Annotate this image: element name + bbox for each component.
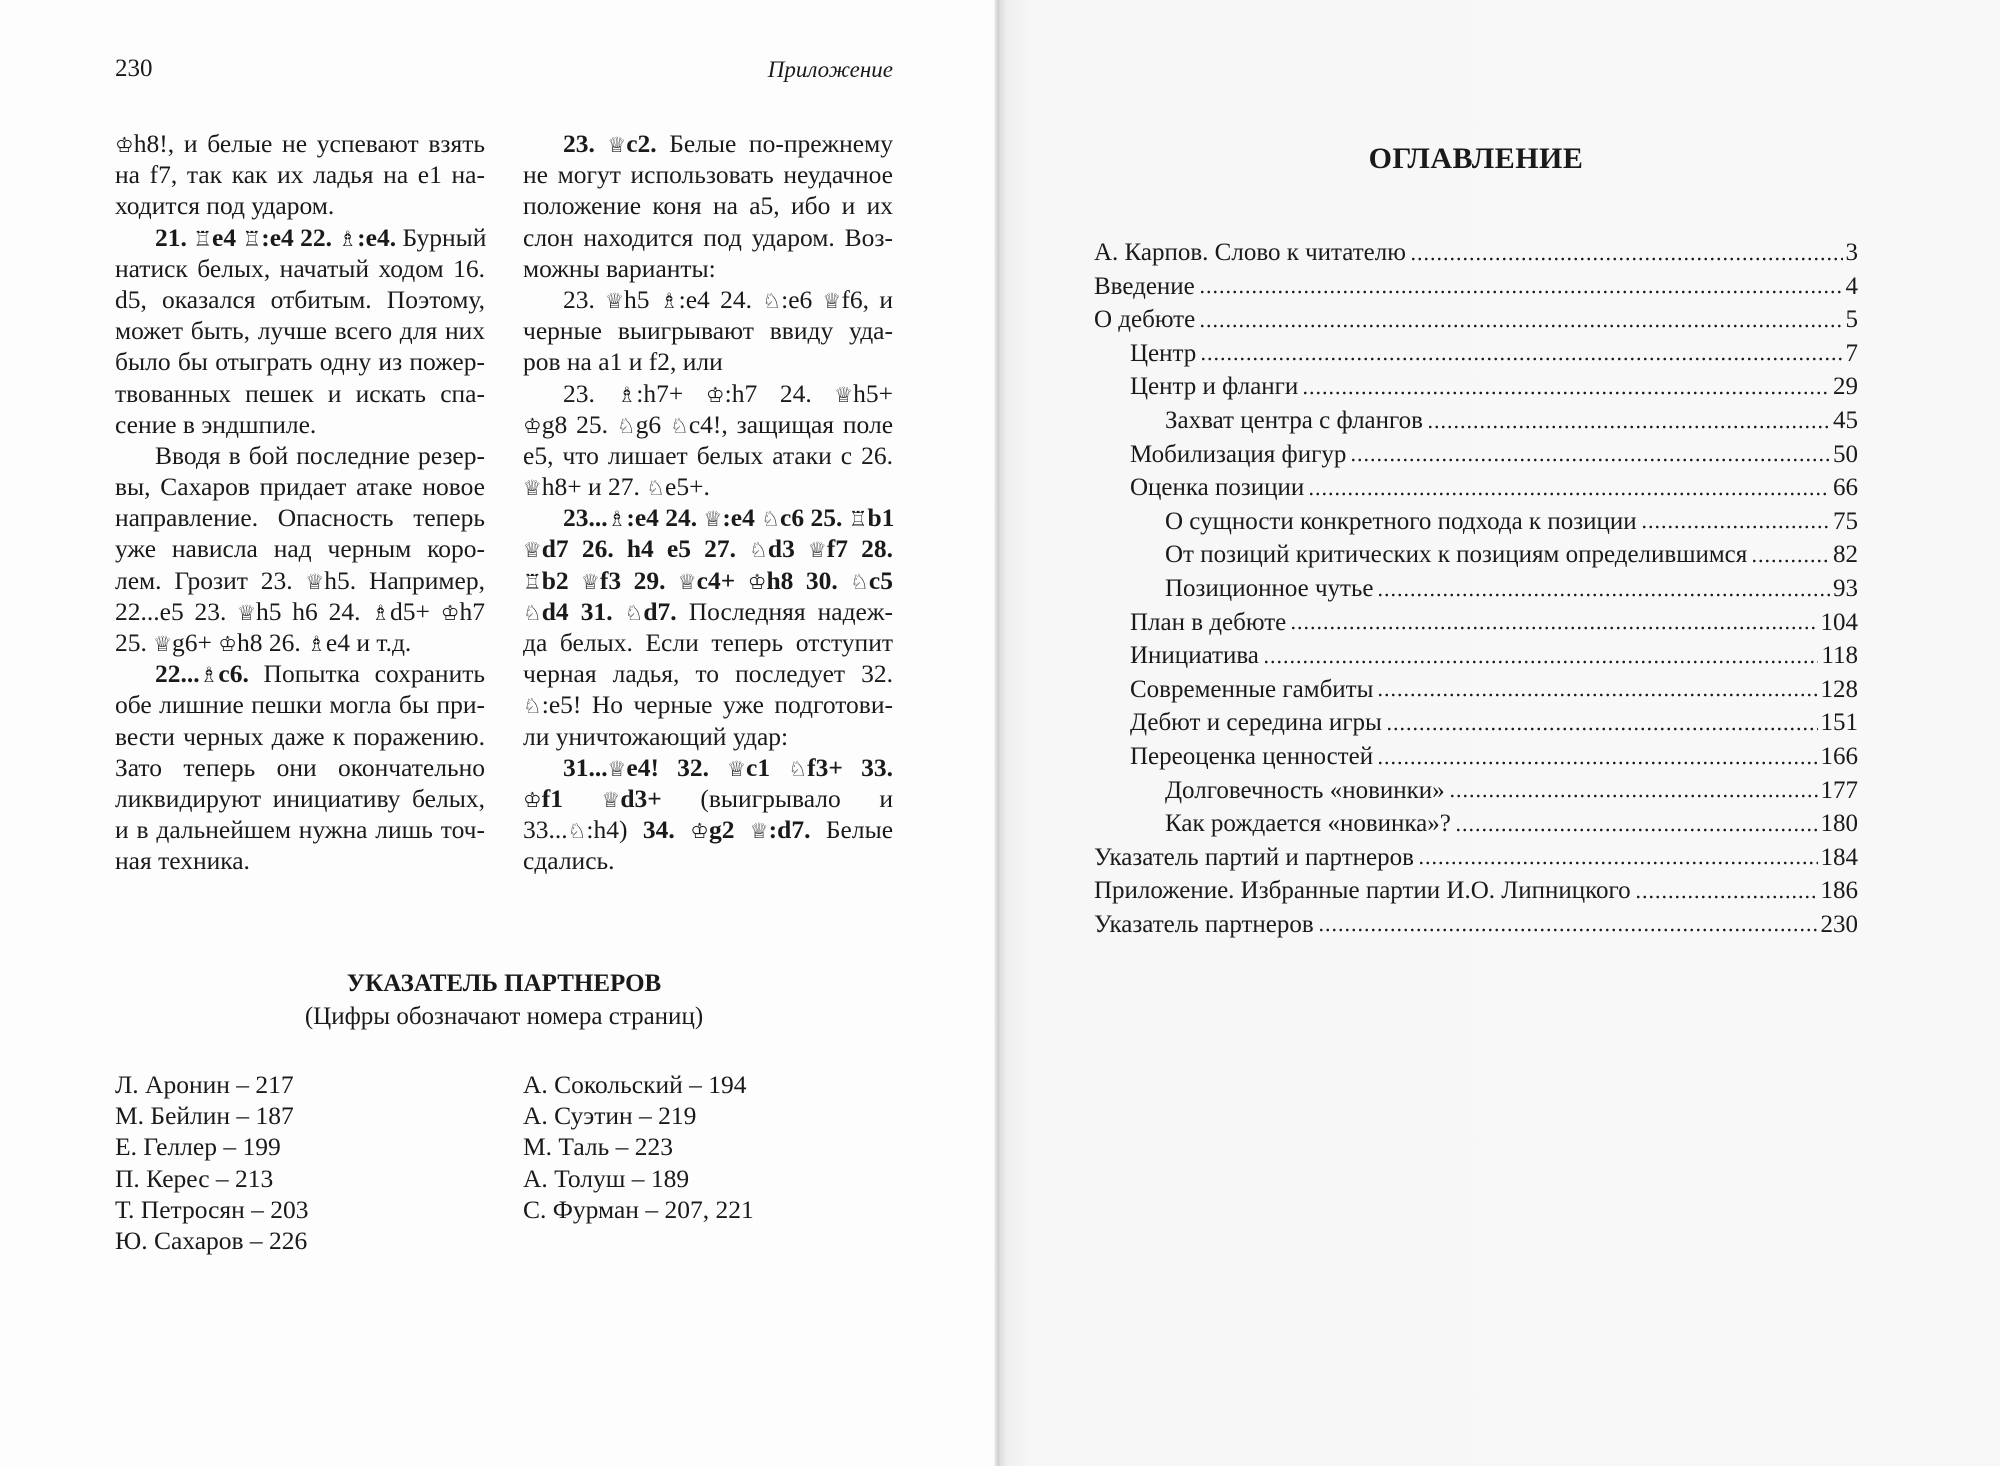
text-segment: Белые: [810, 815, 894, 845]
text-segment: c2.: [626, 129, 657, 158]
toc-leader-dots: [1199, 323, 1842, 329]
text-segment: направление. Опасность теперь: [115, 503, 485, 533]
text-segment: натиск белых, начатый ходом 16.: [115, 253, 485, 283]
toc-entry-page: 5: [1845, 306, 1858, 334]
text-segment: c5: [868, 565, 893, 595]
toc-entry-label: Захват центра с флангов: [1165, 406, 1423, 434]
text-line: [115, 502, 485, 533]
text-segment: d3: [767, 534, 808, 564]
toc-entry-page: 66: [1833, 474, 1858, 502]
chess-piece-icon: ♘: [749, 538, 768, 563]
text-line: [115, 128, 485, 159]
text-line: [115, 752, 485, 783]
text-line: [523, 315, 893, 346]
toc-entry-page: 82: [1833, 541, 1858, 569]
text-line: [115, 471, 485, 502]
text-line: [523, 159, 893, 190]
text-segment: черные выигрывают ввиду уда-: [523, 316, 893, 346]
toc-leader-dots: [1377, 692, 1817, 698]
text-segment: черная ладья, то последует 32.: [523, 659, 893, 689]
text-line: [523, 783, 893, 814]
text-segment: слон находится под ударом. Воз-: [523, 222, 893, 252]
text-segment: f1: [541, 783, 602, 813]
toc-entry: [1094, 673, 1858, 707]
text-line: [523, 222, 893, 253]
text-segment: g6+: [172, 628, 219, 657]
toc-entry: [1094, 606, 1858, 640]
chess-piece-icon: ♔: [523, 787, 542, 812]
text-segment: f3 29.: [599, 565, 678, 595]
toc-entry-page: 93: [1833, 574, 1858, 602]
toc-entry-page: 180: [1820, 810, 1858, 838]
text-segment: :e6: [781, 284, 823, 314]
chess-piece-icon: ♕: [237, 600, 256, 625]
toc-leader-dots: [1635, 894, 1818, 900]
text-line: [523, 658, 893, 689]
text-segment: c1: [746, 752, 789, 782]
text-segment: :d7.: [768, 815, 811, 845]
book-spine: [994, 0, 1002, 1466]
text-line: [523, 128, 893, 159]
text-segment: :e4 24.: [678, 284, 763, 314]
toc-entry-label: План в дебюте: [1130, 608, 1287, 636]
toc-entry: [1094, 236, 1858, 270]
toc-entry: [1094, 841, 1858, 875]
toc-entry-label: Центр: [1130, 339, 1197, 367]
toc-entry: [1094, 303, 1858, 337]
text-line: [115, 689, 485, 720]
toc-entry-label: Инициатива: [1130, 642, 1259, 670]
text-segment: :e4 22.: [261, 222, 339, 252]
text-line: [523, 689, 893, 720]
text-segment: d7.: [643, 596, 677, 626]
text-line: [115, 440, 485, 471]
toc-entry-label: Приложение. Избранные партии И.О. Липницкого: [1094, 877, 1631, 905]
text-segment: (выигрывало и: [661, 783, 893, 813]
text-segment: :e4: [722, 503, 762, 533]
chess-piece-icon: ♘: [624, 600, 644, 625]
text-line: [523, 502, 893, 533]
toc-entry-label: О дебюте: [1094, 306, 1196, 334]
chess-piece-icon: ♕: [153, 632, 172, 656]
chess-piece-icon: ♔: [705, 382, 725, 407]
text-segment: f7 28.: [826, 534, 893, 564]
text-segment: h5: [624, 284, 660, 314]
chess-piece-icon: ♕: [523, 538, 542, 563]
chess-piece-icon: ♔: [523, 413, 542, 438]
chess-piece-icon: ♗: [607, 507, 627, 532]
chess-piece-icon: ♕: [605, 288, 624, 313]
toc-entry-label: От позиций критических к позициям определившимся: [1165, 541, 1748, 569]
text-line: [115, 253, 485, 284]
text-segment: e4! 32.: [626, 752, 728, 782]
toc-entry: [1094, 572, 1858, 606]
toc-entry-label: Долговечность «новинки»: [1165, 776, 1445, 804]
text-segment: 31...: [563, 752, 608, 782]
index-title: УКАЗАТЕЛЬ ПАРТНЕРОВ: [346, 970, 662, 997]
toc-entry-page: 151: [1820, 709, 1858, 737]
text-segment: Вводя в бой последние резер-: [155, 440, 485, 470]
text-segment: Последняя надеж-: [676, 596, 893, 626]
text-segment: :e5! Но черные уже подготови-: [541, 690, 893, 720]
text-segment: сдались.: [523, 846, 615, 876]
text-segment: твованных пешек и искать спа-: [115, 378, 485, 408]
text-line: [115, 533, 485, 564]
index-column-b: [523, 1069, 754, 1225]
text-line: [523, 533, 893, 564]
chess-piece-icon: ♕: [523, 476, 542, 501]
text-segment: ликвидируют инициативу белых,: [115, 783, 485, 813]
toc-entry: [1094, 639, 1858, 673]
chess-piece-icon: ♗: [199, 663, 219, 688]
text-line: [523, 409, 893, 440]
text-segment: да белых. Если теперь отступит: [523, 628, 893, 657]
chess-piece-icon: ♘: [523, 694, 542, 719]
chess-piece-icon: ♖: [523, 569, 542, 594]
text-segment: 23.: [563, 378, 618, 408]
toc-leader-dots: [1290, 625, 1817, 631]
text-line: [523, 814, 893, 845]
index-entry: А. Толуш – 189: [523, 1163, 690, 1193]
toc-entry: [1094, 505, 1858, 539]
toc-leader-dots: [1302, 390, 1830, 396]
text-segment: не могут использовать неудачное: [523, 160, 893, 190]
text-line: [115, 565, 485, 596]
text-segment: :e4 24.: [626, 503, 704, 533]
toc-leader-dots: [1410, 256, 1843, 262]
toc-leader-dots: [1449, 793, 1818, 799]
chess-piece-icon: ♘: [567, 819, 587, 844]
text-segment: :h7 24.: [724, 378, 835, 408]
index-entry: С. Фурман – 207, 221: [523, 1194, 754, 1224]
text-segment: h8 26.: [237, 628, 308, 657]
index-entry: Ю. Сахаров – 226: [115, 1226, 308, 1256]
text-segment: вести черных даже к поражению.: [115, 721, 485, 751]
toc-leader-dots: [1386, 726, 1818, 732]
chess-piece-icon: ♖: [193, 226, 212, 251]
chess-piece-icon: ♕: [677, 569, 697, 594]
toc-entry-page: 177: [1820, 776, 1858, 804]
text-segment: h8!, и белые не успевают взять: [133, 129, 485, 158]
toc-title: ОГЛАВЛЕНИЕ: [1368, 142, 1584, 175]
text-segment: f3+ 33.: [807, 752, 893, 782]
toc-entry: [1094, 740, 1858, 774]
text-segment: h5 h6 24.: [255, 596, 372, 626]
toc-entry: [1094, 706, 1858, 740]
toc-entry-label: Современные гамбиты: [1130, 675, 1374, 703]
index-entry: П. Керес – 213: [115, 1163, 274, 1193]
text-line: [523, 845, 893, 876]
toc-leader-dots: [1751, 558, 1830, 564]
text-segment: h8 30.: [766, 565, 851, 595]
text-line: [115, 284, 485, 315]
text-segment: h5+: [853, 378, 893, 408]
text-segment: Зато теперь они окончательно: [115, 752, 485, 782]
toc-leader-dots: [1427, 424, 1830, 430]
text-segment: :h4): [586, 815, 643, 845]
chess-piece-icon: ♕: [607, 133, 627, 157]
text-line: [115, 190, 485, 221]
text-segment: d5, оказался отбитым. Поэтому,: [115, 284, 485, 314]
toc-entry-label: Введение: [1094, 272, 1195, 300]
toc-entry-label: Мобилизация фигур: [1130, 440, 1347, 468]
text-segment: Бурный: [396, 222, 487, 252]
chess-piece-icon: ♔: [218, 632, 238, 656]
text-segment: было бы отыграть одну из пожер-: [115, 347, 485, 377]
toc-entry-page: 186: [1820, 877, 1858, 905]
toc-entry-page: 128: [1820, 675, 1858, 703]
toc-leader-dots: [1641, 524, 1830, 530]
index-column-a: [115, 1069, 309, 1256]
page-number: 230: [115, 55, 153, 82]
toc-entry-label: Указатель партий и партнеров: [1094, 843, 1414, 871]
table-of-contents: [1094, 236, 1858, 941]
text-line: [523, 752, 893, 783]
text-segment: d5+: [390, 596, 441, 626]
chess-piece-icon: ♘: [762, 288, 782, 313]
toc-entry: [1094, 874, 1858, 908]
text-segment: d4 31.: [541, 596, 625, 626]
text-segment: e4 и т.д.: [325, 628, 412, 657]
text-line: [523, 378, 893, 409]
text-segment: 21.: [155, 222, 194, 252]
toc-entry: [1094, 538, 1858, 572]
text-line: [523, 284, 893, 315]
text-column-left: [115, 128, 485, 877]
toc-entry: [1094, 471, 1858, 505]
toc-entry: [1094, 438, 1858, 472]
chess-piece-icon: ♕: [581, 569, 600, 594]
text-segment: :h7+: [636, 378, 706, 408]
toc-leader-dots: [1455, 827, 1818, 833]
toc-entry-label: Дебют и середина игры: [1130, 709, 1382, 737]
toc-entry-page: 104: [1820, 608, 1858, 636]
index-entry: А. Суэтин – 219: [523, 1101, 697, 1131]
text-segment: g8 25.: [541, 409, 617, 439]
text-segment: на f7, так как их ладья на e1 на-: [115, 160, 485, 190]
toc-leader-dots: [1350, 457, 1830, 463]
text-segment: c6 25.: [780, 503, 849, 533]
text-segment: 22...e5 23.: [115, 596, 238, 626]
chess-piece-icon: ♘: [616, 413, 636, 438]
toc-entry: [1094, 270, 1858, 304]
text-segment: уже нависла над черным коро-: [115, 534, 485, 564]
toc-leader-dots: [1263, 659, 1819, 665]
toc-entry-label: А. Карпов. Слово к читателю: [1094, 239, 1406, 266]
toc-entry-page: 50: [1833, 440, 1858, 468]
chess-piece-icon: ♖: [848, 507, 868, 532]
chess-piece-icon: ♗: [371, 600, 391, 625]
toc-leader-dots: [1199, 289, 1843, 295]
chess-piece-icon: ♕: [703, 507, 723, 532]
index-subtitle: (Цифры обозначают номера страниц): [304, 1003, 704, 1030]
chess-piece-icon: ♔: [115, 133, 134, 157]
text-line: [115, 721, 485, 752]
chess-piece-icon: ♗: [338, 226, 358, 251]
toc-entry-label: О сущности конкретного подхода к позиции: [1165, 507, 1637, 535]
text-line: [523, 627, 893, 658]
text-segment: h5. Например,: [324, 565, 485, 595]
text-segment: e5, что лишает белых атаки с 26.: [523, 440, 893, 470]
text-line: [115, 378, 485, 409]
text-line: [523, 253, 893, 284]
text-segment: c6.: [218, 659, 249, 689]
text-segment: Попытка сохранить: [248, 659, 485, 689]
text-segment: c4!, защищая поле: [688, 409, 894, 439]
text-segment: ли уничтожающий удар:: [523, 721, 789, 751]
text-segment: b1: [867, 503, 895, 533]
chess-piece-icon: ♔: [440, 600, 460, 625]
text-column-right: [523, 128, 893, 877]
index-entry: Т. Петросян – 203: [115, 1194, 309, 1224]
text-segment: 25.: [115, 628, 154, 657]
text-line: [523, 440, 893, 471]
text-line: [115, 346, 485, 377]
toc-leader-dots: [1377, 592, 1830, 598]
text-segment: d7 26. h4 e5 27.: [541, 534, 750, 564]
chess-piece-icon: ♘: [761, 507, 780, 532]
text-segment: положение коня на а5, ибо и их: [523, 191, 893, 221]
toc-leader-dots: [1308, 491, 1830, 497]
text-line: [523, 471, 893, 502]
index-entry: М. Бейлин – 187: [115, 1101, 294, 1131]
toc-entry-label: Переоценка ценностей: [1130, 742, 1374, 770]
toc-entry: [1094, 908, 1858, 942]
toc-entry: [1094, 404, 1858, 438]
text-segment: и в дальнейшем нужна лишь точ-: [115, 815, 485, 845]
toc-entry-page: 75: [1833, 507, 1858, 535]
text-segment: вы, Сахаров придает атаке новое: [115, 472, 485, 502]
index-entry: Л. Аронин – 217: [115, 1070, 294, 1099]
text-segment: 23...: [563, 503, 608, 533]
toc-leader-dots: [1200, 356, 1842, 362]
text-segment: может быть, лучше всего для них: [115, 316, 485, 346]
text-segment: e5+.: [665, 472, 710, 502]
chess-piece-icon: ♕: [727, 756, 747, 781]
chess-piece-icon: ♔: [690, 819, 709, 844]
toc-entry-page: 29: [1833, 373, 1858, 401]
toc-entry: [1094, 370, 1858, 404]
text-segment: ров на a1 и f2, или: [523, 347, 723, 377]
text-segment: сение в эндшпиле.: [115, 409, 317, 439]
text-segment: можны варианты:: [523, 253, 716, 283]
toc-entry-page: 7: [1845, 339, 1858, 367]
toc-entry-label: Как рождается «новинка»?: [1165, 810, 1451, 838]
chess-piece-icon: ♕: [305, 569, 325, 594]
text-segment: ходится под ударом.: [115, 191, 335, 221]
text-segment: g6: [635, 409, 671, 439]
chess-piece-icon: ♗: [307, 632, 326, 656]
chess-piece-icon: ♘: [646, 476, 666, 501]
chess-piece-icon: ♕: [601, 787, 621, 812]
chess-piece-icon: ♘: [850, 569, 869, 594]
text-line: [115, 658, 485, 689]
chess-piece-icon: ♘: [670, 413, 689, 438]
text-segment: 33...: [523, 815, 568, 845]
text-line: [115, 845, 485, 876]
text-segment: f6, и: [841, 284, 894, 314]
chess-piece-icon: ♕: [607, 756, 627, 781]
chess-piece-icon: ♗: [617, 382, 637, 407]
chess-piece-icon: ♕: [834, 382, 854, 407]
text-segment: d3+: [620, 783, 662, 813]
chess-piece-icon: ♕: [807, 538, 827, 563]
text-segment: :e4.: [357, 222, 397, 252]
index-entry: А. Сокольский – 194: [523, 1070, 747, 1099]
chess-piece-icon: ♘: [788, 756, 808, 781]
text-segment: лем. Грозит 23.: [115, 565, 306, 595]
text-line: [523, 565, 893, 596]
text-segment: b2: [541, 565, 582, 595]
text-segment: обе лишние пешки могла бы при-: [115, 690, 485, 720]
text-line: [523, 346, 893, 377]
text-segment: 34.: [642, 815, 691, 845]
chess-piece-icon: ♕: [822, 288, 842, 313]
toc-entry-page: 3: [1845, 239, 1858, 266]
text-segment: 23.: [563, 129, 608, 158]
text-line: [115, 627, 485, 658]
text-line: [523, 596, 893, 627]
toc-entry-label: Позиционное чутье: [1165, 574, 1374, 602]
text-segment: 23.: [563, 284, 606, 314]
index-entry: М. Таль – 223: [523, 1132, 674, 1162]
toc-entry-page: 184: [1820, 843, 1858, 871]
toc-entry: [1094, 807, 1858, 841]
text-line: [115, 315, 485, 346]
chess-piece-icon: ♔: [747, 569, 767, 594]
chess-piece-icon: ♖: [242, 226, 262, 251]
text-line: [523, 721, 893, 752]
running-head: Приложение: [767, 57, 893, 82]
text-line: [115, 596, 485, 627]
toc-entry-label: Оценка позиции: [1130, 474, 1305, 502]
text-line: [523, 190, 893, 221]
toc-entry-page: 230: [1820, 910, 1858, 938]
text-segment: h7: [459, 596, 485, 626]
toc-entry-page: 45: [1833, 406, 1858, 434]
toc-leader-dots: [1418, 860, 1818, 866]
index-entry: Е. Геллер – 199: [115, 1132, 281, 1162]
text-line: [115, 222, 485, 253]
chess-piece-icon: ♕: [749, 819, 769, 844]
toc-entry: [1094, 337, 1858, 371]
text-segment: Белые по-прежнему: [656, 129, 894, 158]
text-segment: g2: [708, 815, 750, 845]
toc-entry: [1094, 774, 1858, 808]
text-line: [115, 159, 485, 190]
text-segment: 22...: [155, 659, 200, 689]
toc-entry-label: Центр и фланги: [1130, 373, 1299, 401]
toc-entry-page: 166: [1820, 742, 1858, 770]
text-line: [115, 783, 485, 814]
chess-piece-icon: ♗: [659, 288, 679, 313]
toc-leader-dots: [1318, 927, 1818, 933]
toc-entry-page: 4: [1845, 272, 1858, 300]
text-segment: e4: [212, 222, 243, 252]
text-segment: h8+ и 27.: [541, 472, 647, 502]
text-line: [115, 409, 485, 440]
toc-entry-label: Указатель партнеров: [1094, 910, 1314, 938]
toc-entry-page: 118: [1821, 642, 1858, 670]
chess-piece-icon: ♘: [523, 600, 542, 625]
text-segment: ная техника.: [115, 846, 250, 876]
toc-leader-dots: [1377, 760, 1817, 766]
text-line: [115, 814, 485, 845]
text-segment: c4+: [696, 565, 748, 595]
